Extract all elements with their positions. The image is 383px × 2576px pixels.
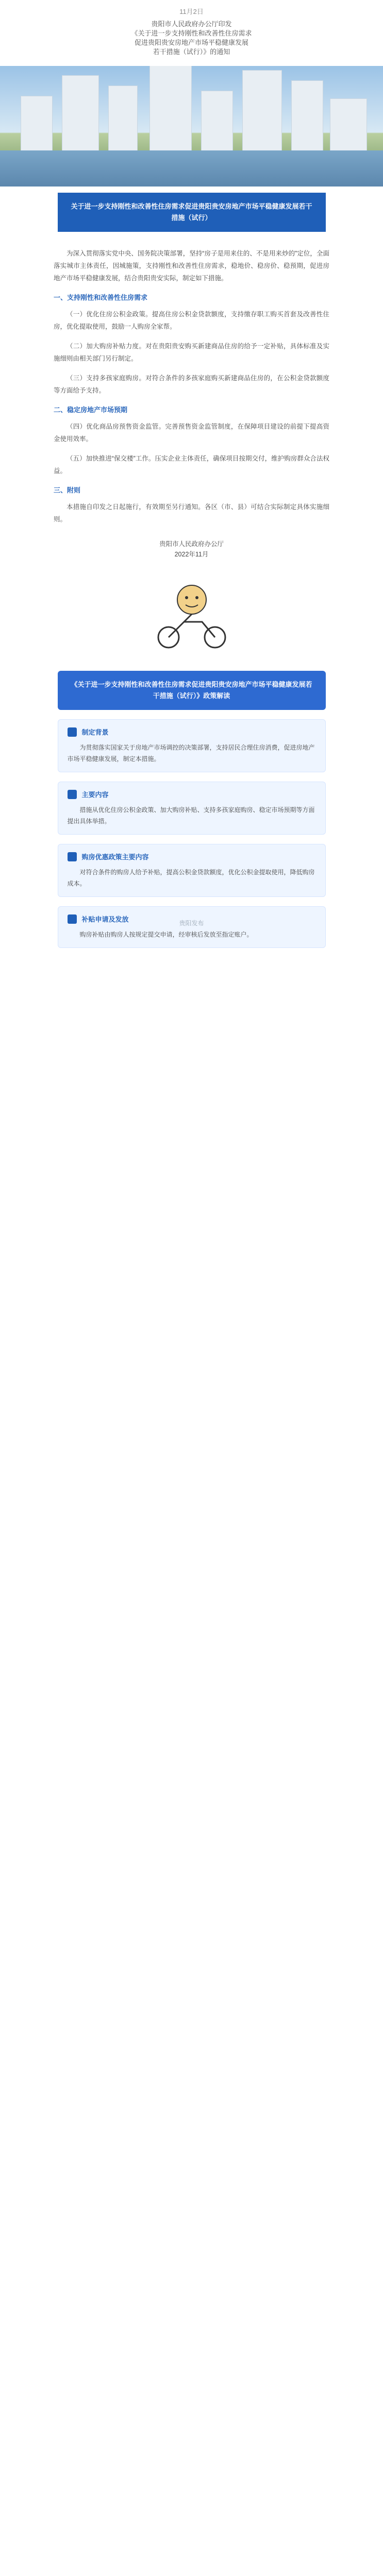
cyclist-icon (140, 573, 243, 655)
section-title: 二、稳定房地产市场预期 (54, 406, 128, 414)
block-text: 为贯彻落实国家关于房地产市场调控的决策部署，支持居民合理住房消费，促进房地产市场平稳健康发展，制定本措施。 (67, 744, 315, 762)
paragraph: （一）优化住房公积金政策。提高住房公积金贷款额度，支持缴存职工购买首套及改善性住房，优化提取使用，鼓励一人购房全家帮。 (54, 311, 329, 330)
paragraph: （四）优化商品房预售资金监管。完善预售资金监管制度，在保障项目建设的前提下提高资金使用效率。 (54, 423, 329, 443)
building (201, 91, 233, 154)
interpretation-block (58, 719, 326, 772)
city-skyline-image (0, 66, 383, 187)
building (108, 86, 138, 154)
building (242, 70, 282, 154)
block-header (68, 727, 316, 737)
block-text: 对符合条件的购房人给予补贴，提高公积金贷款额度，优化公积金提取使用，降低购房成本。 (67, 869, 315, 887)
block-header (68, 852, 316, 861)
block-title: 主要内容 (81, 791, 109, 799)
paragraph: （三）支持多孩家庭购房。对符合条件的多孩家庭购买新建商品住房的，在公积金贷款额度等方面给予支持。 (54, 375, 329, 394)
block-text: 措施从优化住房公积金政策、加大购房补贴、支持多孩家庭购房、稳定市场预期等方面提出具体举措。 (67, 806, 315, 825)
building (330, 98, 367, 154)
block-title: 补贴申请及发放 (81, 916, 129, 923)
header-line2: 《关于进一步支持刚性和改善性住房需求 (131, 29, 252, 37)
block-title: 购房优惠政策主要内容 (81, 853, 149, 861)
header-line3: 促进贵阳贵安房地产市场平稳健康发展 (134, 39, 248, 46)
signature-date: 2022年11月 (174, 551, 209, 558)
section-marker-icon (68, 852, 77, 861)
building (21, 96, 53, 154)
paragraph: （五）加快推进“保交楼”工作。压实企业主体责任，确保项目按期交付，维护购房群众合法权益。 (54, 455, 329, 474)
building (62, 75, 99, 154)
interpretation-section (58, 671, 326, 948)
section-marker-icon (68, 727, 77, 737)
section-title: 三、附则 (54, 486, 81, 494)
building (149, 66, 192, 154)
page (0, 0, 383, 948)
cartoon-illustration (140, 573, 243, 655)
article-body (0, 232, 383, 526)
header-line4: 若干措施（试行）》的通知 (153, 48, 230, 56)
paragraph: 本措施自印发之日起施行，有效期至另行通知。各区（市、县）可结合实际制定具体实施细则。 (54, 503, 329, 523)
interpretation-title: 《关于进一步支持刚性和改善性住房需求促进贵阳贵安房地产市场平稳健康发展若干措施（试行）》政策解读 (58, 671, 326, 710)
signature-org: 贵阳市人民政府办公厅 (159, 540, 224, 548)
policy-banner: 关于进一步支持刚性和改善性住房需求促进贵阳贵安房地产市场平稳健康发展若干措施（试行） (58, 193, 326, 232)
section-marker-icon (68, 790, 77, 799)
header-line1: 贵阳市人民政府办公厅印发 (151, 20, 232, 28)
section-title: 一、支持刚性和改善性住房需求 (54, 294, 148, 301)
building (291, 80, 323, 154)
block-header (68, 789, 316, 799)
intro-paragraph: 为深入贯彻落实党中央、国务院决策部署，坚持“房子是用来住的、不是用来炒的”定位，全面落实城市主体责任，因城施策，支持刚性和改善性住房需求，稳地价、稳房价、稳预期，促进房地产市场平稳健康发展，结合贵阳贵安实际，制定如下措施。 (54, 250, 329, 282)
signature (0, 539, 383, 560)
watermark: 贵阳发布 (179, 920, 204, 927)
publish-date: 11月2日 (179, 8, 204, 15)
article-header (0, 0, 383, 57)
river (0, 150, 383, 187)
paragraph: （二）加大购房补贴力度。对在贵阳贵安购买新建商品住房的给予一定补贴，具体标准及实施细则由相关部门另行制定。 (54, 343, 329, 362)
interpretation-block (58, 844, 326, 897)
block-title: 制定背景 (81, 728, 109, 736)
interpretation-block (58, 782, 326, 835)
block-text: 购房补贴由购房人按规定提交申请，经审核后发放至指定账户。 (79, 931, 253, 938)
